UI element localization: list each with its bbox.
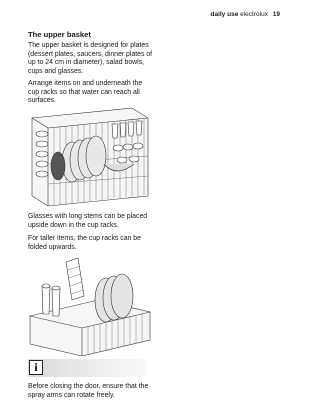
paragraph-long-stem-glasses: Glasses with long stems can be placed upside down in the cup racks.	[28, 213, 148, 229]
brand-name: electrolux	[240, 11, 268, 18]
paragraph-spray-arms-note: Before closing the door, ensure that the spray arms can rotate freely.	[28, 383, 149, 399]
page-header	[210, 11, 280, 18]
section-title: The upper basket	[28, 30, 91, 39]
paragraph-arrange-items: Arrange items on and underneath the cup racks so that water can reach all surfaces.	[28, 80, 143, 105]
info-note-bar	[28, 359, 146, 377]
section-name: daily use	[210, 11, 239, 18]
info-icon: i	[29, 360, 43, 375]
folded-cup-rack-illustration	[28, 256, 152, 356]
paragraph-fold-cup-racks: For taller items, the cup racks can be folded upwards.	[28, 235, 141, 251]
upper-basket-illustration	[28, 104, 152, 208]
paragraph-basket-purpose: The upper basket is designed for plates (dessert plates, saucers, dinner plates of up to 24 cm in diameter), salad bowls, cups and glasses.	[28, 42, 153, 75]
page-number: 19	[272, 11, 280, 18]
